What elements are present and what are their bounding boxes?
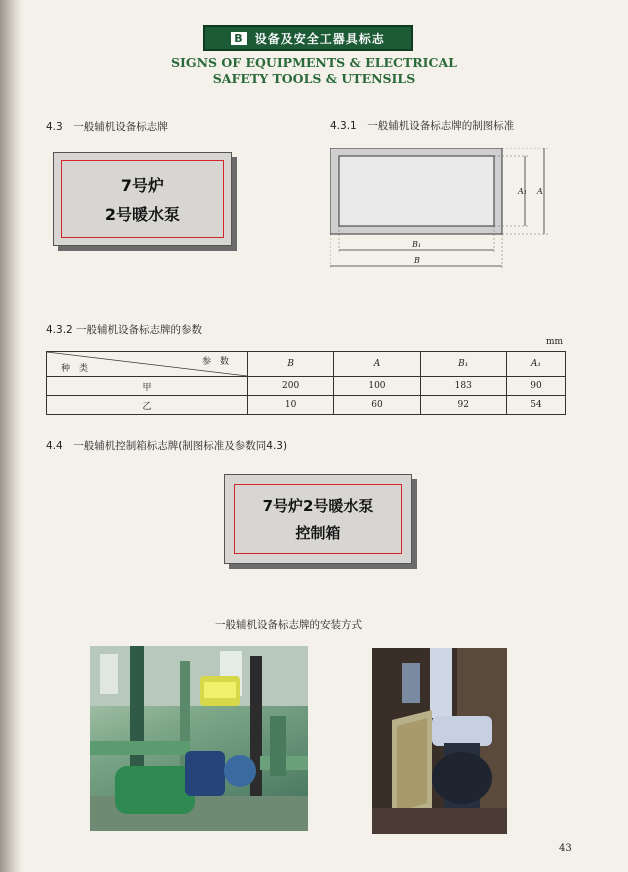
section-header-box [203, 25, 413, 51]
inner-border [339, 156, 494, 226]
row-kind: 甲 [47, 377, 248, 396]
table-cell: 100 [334, 377, 420, 396]
unit-label: mm [546, 337, 564, 347]
sign-line-2: 控制箱 [295, 524, 341, 542]
book-spine-shadow [0, 0, 22, 872]
section-4-3-title: 4.3 一般辅机设备标志牌 [46, 121, 168, 133]
parameter-table [46, 351, 566, 415]
sign-line-2: 2号暖水泵 [104, 205, 181, 224]
control-box-sign [224, 474, 412, 564]
table-row [47, 377, 566, 396]
header-kind: 种 类 [61, 364, 89, 374]
label-B: B [414, 256, 420, 265]
sign-line-1: 7号炉2号暖水泵 [262, 497, 374, 515]
english-title-line1: SIGNS OF EQUIPMENTS & ELECTRICAL [171, 55, 457, 70]
valve-photo-illustration [372, 648, 507, 834]
drawing-standard-diagram [330, 148, 570, 276]
table-cell: 183 [420, 377, 506, 396]
equipment-sign [53, 152, 232, 246]
row-kind: 乙 [47, 396, 248, 415]
section-letter: B [231, 32, 246, 45]
english-title-line2: SAFETY TOOLS & UTENSILS [212, 71, 416, 86]
label-A: A [537, 187, 543, 196]
table-cell: 54 [506, 396, 565, 415]
label-A1: A₁ [518, 187, 527, 196]
sign-red-border [234, 484, 402, 554]
column-header: B₁ [420, 352, 506, 377]
table-header-row [47, 352, 566, 377]
column-header: B [248, 352, 334, 377]
install-caption: 一般辅机设备标志牌的安装方式 [215, 619, 362, 631]
column-header: A [334, 352, 420, 377]
column-header: A₁ [506, 352, 565, 377]
section-4-3-1-title: 4.3.1 一般辅机设备标志牌的制图标准 [330, 120, 515, 132]
table-cell: 200 [248, 377, 334, 396]
diagonal-header-cell [47, 352, 248, 377]
valve-installation-photo [372, 648, 507, 834]
pump-photo-illustration [90, 646, 308, 831]
sign-line-1: 7号炉 [120, 176, 165, 195]
table-cell: 90 [506, 377, 565, 396]
section-4-4-title: 4.4 一般辅机控制箱标志牌(制图标准及参数同4.3) [46, 440, 288, 452]
header-param: 参 数 [201, 357, 229, 367]
table-row [47, 396, 566, 415]
table-cell: 60 [334, 396, 420, 415]
sign-red-border [61, 160, 224, 238]
pump-installation-photo [90, 646, 308, 831]
table-cell: 92 [420, 396, 506, 415]
page-number: 43 [559, 843, 572, 854]
label-B1: B₁ [412, 240, 422, 249]
table-cell: 10 [248, 396, 334, 415]
section-title: 设备及安全工器具标志 [254, 31, 385, 46]
section-4-3-2-title: 4.3.2 一般辅机设备标志牌的参数 [46, 324, 203, 336]
